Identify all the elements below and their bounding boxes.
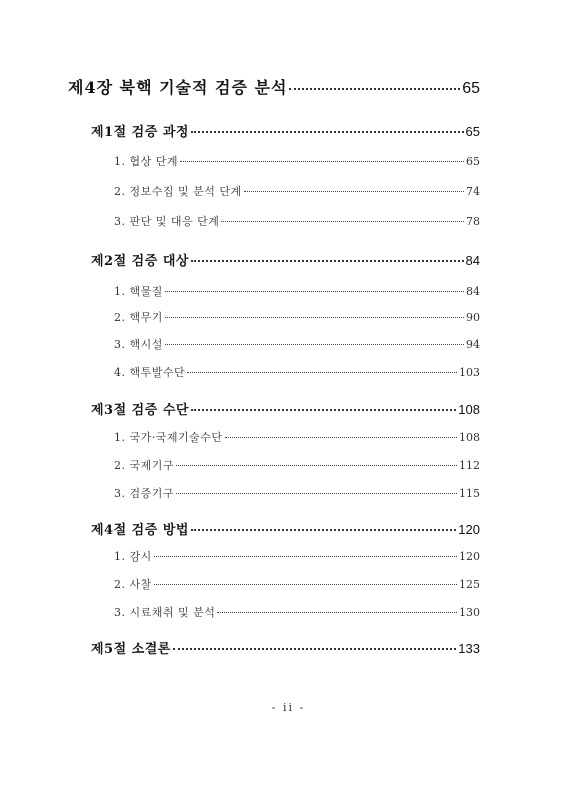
section-title: 제3절 검증 수단 — [91, 403, 189, 418]
toc-chapter — [68, 75, 480, 98]
toc-item — [114, 364, 480, 380]
item-page: 90 — [466, 311, 480, 324]
dot-leader — [165, 316, 464, 318]
item-title: 1. 국가·국제기술수단 — [114, 431, 223, 444]
dot-leader — [191, 130, 464, 133]
item-page: 108 — [459, 431, 480, 444]
item-title: 3. 판단 및 대응 단계 — [114, 215, 220, 228]
section-page: 120 — [458, 522, 480, 537]
section-title: 제2절 검증 대상 — [91, 254, 189, 269]
item-page: 112 — [459, 459, 480, 472]
section-title: 제1절 검증 과정 — [91, 125, 189, 140]
item-page: 78 — [466, 215, 480, 228]
item-page: 84 — [466, 285, 480, 298]
dot-leader — [165, 343, 464, 345]
item-title: 1. 협상 단계 — [114, 155, 178, 168]
toc-section — [91, 519, 480, 538]
chapter-title: 제4장 북핵 기술적 검증 분석 — [68, 78, 288, 97]
toc-item — [114, 213, 480, 229]
dot-leader — [176, 464, 457, 466]
section-page: 84 — [465, 253, 480, 268]
dot-leader — [154, 583, 457, 585]
section-title: 제4절 검증 방법 — [91, 523, 189, 538]
item-title: 3. 핵시설 — [114, 338, 163, 351]
section-title: 제5절 소결론 — [91, 642, 171, 657]
toc-item — [114, 576, 480, 592]
item-title: 3. 시료채취 및 분석 — [114, 606, 216, 619]
chapter-page: 65 — [462, 80, 480, 97]
toc-item — [114, 183, 480, 199]
item-page: 94 — [466, 338, 480, 351]
item-title: 1. 핵물질 — [114, 285, 163, 298]
dot-leader — [217, 611, 457, 613]
item-title: 2. 국제기구 — [114, 459, 174, 472]
item-page: 115 — [459, 487, 480, 500]
dot-leader — [221, 220, 464, 222]
toc-section — [91, 121, 480, 140]
dot-leader — [225, 436, 458, 438]
item-page: 103 — [459, 366, 480, 379]
toc-section — [91, 250, 480, 269]
item-page: 65 — [466, 155, 480, 168]
item-title: 2. 정보수집 및 분석 단계 — [114, 185, 242, 198]
dot-leader — [289, 87, 460, 90]
toc-section — [91, 399, 480, 418]
item-title: 3. 검증기구 — [114, 487, 174, 500]
dot-leader — [187, 371, 457, 373]
section-page: 133 — [458, 641, 480, 656]
toc-item — [114, 309, 480, 325]
dot-leader — [180, 160, 464, 162]
toc-item — [114, 153, 480, 169]
page-number: - ii - — [271, 701, 306, 714]
dot-leader — [176, 492, 457, 494]
item-page: 125 — [459, 578, 480, 591]
section-page: 108 — [458, 402, 480, 417]
item-page: 130 — [459, 606, 480, 619]
toc-item — [114, 283, 480, 299]
section-page: 65 — [465, 124, 480, 139]
toc-item — [114, 336, 480, 352]
item-title: 2. 사찰 — [114, 578, 152, 591]
item-title: 1. 감시 — [114, 550, 152, 563]
item-title: 2. 핵무기 — [114, 311, 163, 324]
toc-item — [114, 457, 480, 473]
dot-leader — [154, 555, 457, 557]
toc-item — [114, 485, 480, 501]
item-page: 120 — [459, 550, 480, 563]
dot-leader — [165, 290, 464, 292]
toc-item — [114, 548, 480, 564]
dot-leader — [173, 647, 456, 650]
dot-leader — [191, 408, 456, 411]
dot-leader — [244, 190, 464, 192]
dot-leader — [191, 528, 456, 531]
toc-item — [114, 429, 480, 445]
item-page: 74 — [466, 185, 480, 198]
item-title: 4. 핵투발수단 — [114, 366, 186, 379]
dot-leader — [191, 259, 464, 262]
toc-section — [91, 638, 480, 657]
toc-item — [114, 604, 480, 620]
